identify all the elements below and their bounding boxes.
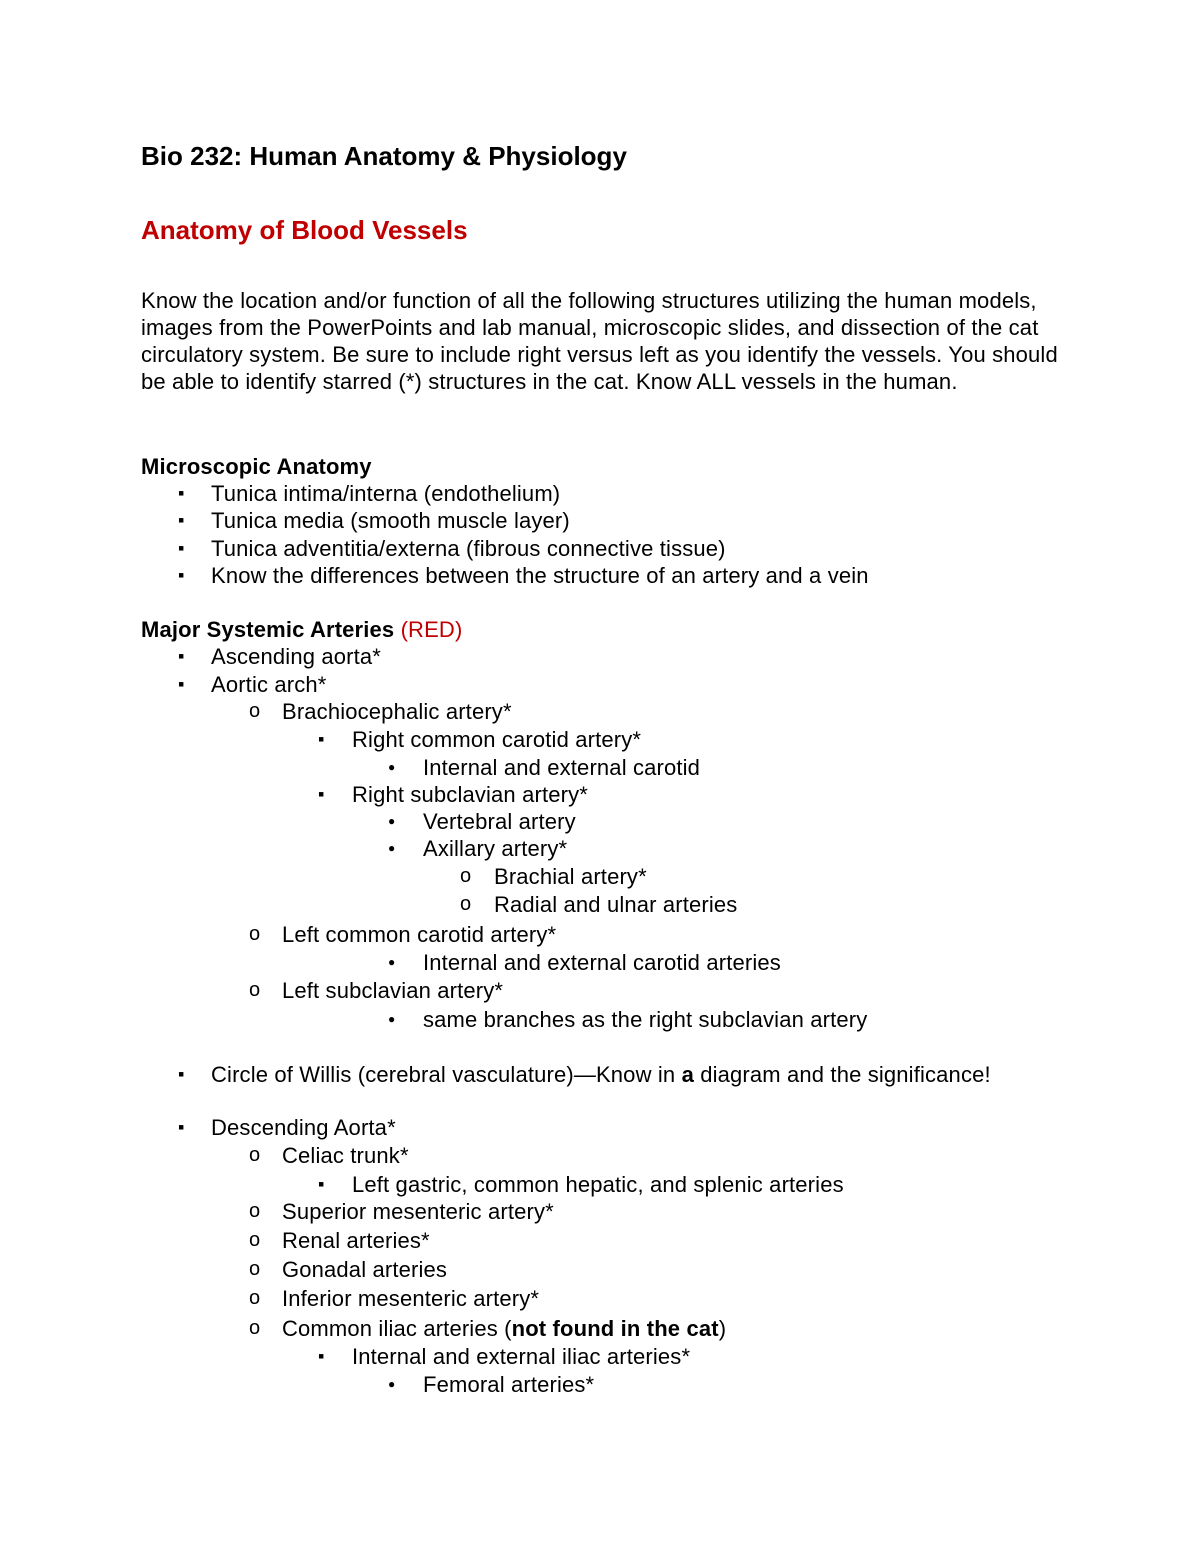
dot-bullet-icon: ● (388, 760, 396, 774)
text-segment: Superior mesenteric artery* (282, 1199, 554, 1224)
list-item (494, 863, 647, 890)
dot-bullet-icon: ● (388, 955, 396, 969)
list-item (282, 1227, 430, 1254)
circle-bullet-icon: o (249, 1287, 261, 1309)
text-segment: Know the differences between the structure of an artery and a vein (211, 563, 869, 588)
text-segment: Tunica media (smooth muscle layer) (211, 508, 570, 533)
text-segment: Microscopic Anatomy (141, 454, 372, 479)
text-segment: Right subclavian artery* (352, 782, 588, 807)
section-heading: Anatomy of Blood Vessels (141, 215, 468, 245)
list-item (211, 643, 381, 670)
list-item (352, 781, 588, 808)
text-segment: Aortic arch* (211, 672, 327, 697)
text-segment: Tunica adventitia/externa (fibrous connective tissue) (211, 536, 726, 561)
subsection-heading (141, 616, 462, 643)
text-segment: Inferior mesenteric artery* (282, 1286, 540, 1311)
dot-bullet-icon: ● (388, 841, 396, 855)
subsection-heading (141, 453, 372, 480)
text-segment: ) (718, 1316, 727, 1341)
circle-bullet-icon: o (249, 1200, 261, 1222)
list-item (211, 535, 726, 562)
dot-bullet-icon: ● (388, 1377, 396, 1391)
text-segment: not found in the cat (511, 1316, 719, 1341)
list-item (282, 1315, 726, 1342)
list-item (352, 1343, 690, 1370)
list-item (211, 1114, 396, 1141)
list-item (211, 1061, 991, 1088)
square-bullet-icon: ▪ (318, 1346, 325, 1366)
dot-bullet-icon: ● (388, 1012, 396, 1026)
text-segment: Renal arteries* (282, 1228, 430, 1253)
text-segment: Circle of Willis (cerebral vasculature)—Know in (211, 1062, 682, 1087)
text-segment: Common iliac arteries ( (282, 1316, 512, 1341)
square-bullet-icon: ▪ (318, 729, 325, 749)
list-item (423, 949, 781, 976)
intro-paragraph: Know the location and/or function of all the following structures utilizing the human models, images from the PowerPoints and lab manual, microscopic slides, and dissection of the cat circulatory system. Be sure to include right versus left as you identify the vessels. You should be able to identify starred (*) structures in the cat. Know ALL vessels in the human. (141, 288, 1058, 394)
list-item (282, 1285, 539, 1312)
text-segment: Radial and ulnar arteries (494, 892, 738, 917)
list-item (423, 1371, 594, 1398)
text-segment: Axillary artery* (423, 836, 568, 861)
text-segment: Internal and external carotid (423, 755, 701, 780)
text-segment: Tunica intima/interna (endothelium) (211, 481, 561, 506)
circle-bullet-icon: o (249, 1229, 261, 1251)
list-item (211, 480, 560, 507)
circle-bullet-icon: o (249, 700, 261, 722)
circle-bullet-icon: o (460, 865, 472, 887)
list-item (352, 726, 641, 753)
text-segment: Gonadal arteries (282, 1257, 448, 1282)
square-bullet-icon: ▪ (318, 1174, 325, 1194)
circle-bullet-icon: o (249, 1258, 261, 1280)
dot-bullet-icon: ● (388, 814, 396, 828)
square-bullet-icon: ▪ (178, 538, 185, 558)
text-segment: Left common carotid artery* (282, 922, 557, 947)
square-bullet-icon: ▪ (178, 483, 185, 503)
text-segment: Internal and external iliac arteries* (352, 1344, 691, 1369)
list-item (423, 835, 567, 862)
list-item (352, 1171, 844, 1198)
text-segment: Descending Aorta* (211, 1115, 396, 1140)
text-segment: Vertebral artery (423, 809, 576, 834)
list-item (423, 1006, 867, 1033)
list-item (494, 891, 737, 918)
text-segment: diagram and the significance! (693, 1062, 991, 1087)
list-item (423, 754, 700, 781)
square-bullet-icon: ▪ (178, 1064, 185, 1084)
text-segment: a (681, 1062, 694, 1087)
list-item (282, 698, 512, 725)
square-bullet-icon: ▪ (318, 784, 325, 804)
list-item (282, 977, 503, 1004)
list-item (282, 921, 556, 948)
text-segment: same branches as the right subclavian artery (423, 1007, 868, 1032)
text-segment: Internal and external carotid arteries (423, 950, 781, 975)
circle-bullet-icon: o (249, 1144, 261, 1166)
text-segment: Ascending aorta* (211, 644, 381, 669)
square-bullet-icon: ▪ (178, 565, 185, 585)
square-bullet-icon: ▪ (178, 646, 185, 666)
list-item (423, 808, 576, 835)
square-bullet-icon: ▪ (178, 674, 185, 694)
list-item (282, 1142, 409, 1169)
text-segment: Major Systemic Arteries (141, 617, 401, 642)
text-segment: Left gastric, common hepatic, and splenic arteries (352, 1172, 844, 1197)
list-item (282, 1198, 554, 1225)
list-item (211, 671, 327, 698)
circle-bullet-icon: o (249, 923, 261, 945)
list-item (211, 507, 570, 534)
text-segment: Celiac trunk* (282, 1143, 409, 1168)
text-segment: (RED) (400, 617, 463, 642)
circle-bullet-icon: o (249, 1317, 261, 1339)
document-title: Bio 232: Human Anatomy & Physiology (141, 141, 627, 171)
list-item (211, 562, 869, 589)
text-segment: Right common carotid artery* (352, 727, 642, 752)
circle-bullet-icon: o (249, 979, 261, 1001)
list-item (282, 1256, 447, 1283)
square-bullet-icon: ▪ (178, 510, 185, 530)
text-segment: Brachiocephalic artery* (282, 699, 512, 724)
text-segment: Left subclavian artery* (282, 978, 504, 1003)
text-segment: Femoral arteries* (423, 1372, 595, 1397)
square-bullet-icon: ▪ (178, 1117, 185, 1137)
circle-bullet-icon: o (460, 893, 472, 915)
text-segment: Brachial artery* (494, 864, 647, 889)
